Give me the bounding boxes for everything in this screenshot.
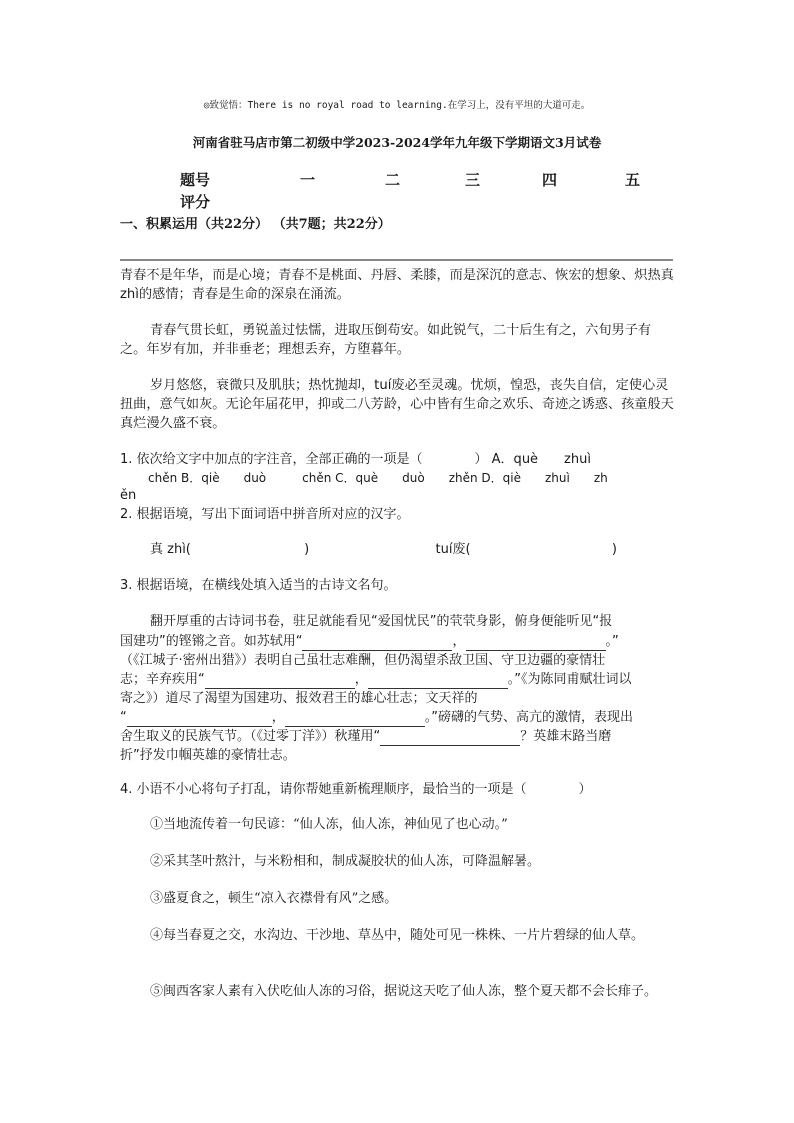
q3-blank-7[interactable] <box>380 731 520 746</box>
q3-line-6 <box>120 708 680 727</box>
score-col-5: 五 <box>625 171 641 189</box>
q2-blank-b-close: ) <box>611 542 617 557</box>
score-col-3: 三 <box>465 171 481 189</box>
q3-l6-text: “ <box>120 710 127 725</box>
question-3: 3. 根据语境，在横线处填入适当的古诗文名句。 <box>120 578 397 593</box>
q3-l2-text: 国建功”的铿锵之音。如苏轼用“ <box>120 634 303 649</box>
q3-l6-end: 。”磅礴的气势、高亢的激情，表现出 <box>424 710 634 725</box>
q3-line-2 <box>120 632 680 651</box>
q3-blank-1[interactable] <box>302 636 452 651</box>
passage-paragraph-1: 青春不是年华，而是心境；青春不是桃面、丹唇、柔膝，而是深沉的意志、恢宏的想象、炽热真 zhì的感情；青春是生命的深泉在涌流。 <box>120 268 674 302</box>
divider <box>120 259 673 261</box>
question-1-tail: ěn <box>120 488 137 503</box>
q4-item-5: ⑤闽西客家人素有入伏吃仙人冻的习俗，据说这天吃了仙人冻，整个夏天都不会长痱子。 <box>150 984 658 999</box>
exam-title: 河南省驻马店市第二初级中学2023-2024学年九年级下学期语文3月试卷 <box>192 135 602 150</box>
q4-item-3: ③盛夏食之，顿生“凉入衣襟骨有风”之感。 <box>150 891 398 906</box>
q3-l7-end: ？英雄末路当磨 <box>520 729 612 744</box>
q3-l7-text: 舍生取义的民族气节。（《过零丁洋》）秋瑾用“ <box>120 729 381 744</box>
q4-item-2: ②采其茎叶熬汁，与米粉相和，制成凝胶状的仙人冻，可降温解暑。 <box>150 854 541 869</box>
q4-item-4: ④每当春夏之交，水沟边、干沙地、草丛中，随处可见一株株、一片片碧绿的仙人草。 <box>150 928 645 943</box>
q2-blank-a-close: ) <box>304 542 310 557</box>
score-col-1: 一 <box>300 171 316 189</box>
score-row-label-2: 评分 <box>180 193 211 211</box>
q3-blank-2[interactable] <box>466 636 606 651</box>
q3-line-8: 折”抒发巾帼英雄的豪情壮志。 <box>120 748 296 763</box>
q3-line-4 <box>120 670 680 689</box>
question-1: 1. 依次给文字中加点的字注音，全部正确的一项是（ ） A．què zhuì <box>120 452 591 467</box>
q3-blank-4[interactable] <box>368 674 508 689</box>
q3-l4-text: 志；辛弃疾用“ <box>120 672 205 687</box>
q2-blank-a-label: 真 zhì( <box>150 542 191 557</box>
passage-paragraph-2: 青春气贯长虹，勇锐盖过怯懦，进取压倒苟安。如此锐气，二十后生有之，六旬男子有之。年岁有加，并非垂老；理想丢弃，方堕暮年。 <box>120 323 652 357</box>
q3-l2-sep: ， <box>452 634 466 649</box>
q3-blank-5[interactable] <box>127 712 272 727</box>
score-table-header-row <box>180 169 650 189</box>
q3-blank-3[interactable] <box>205 674 355 689</box>
q2-blank-b-label: tuí废( <box>435 542 471 557</box>
question-1-options: chěn B．qiè duò chěn C．què duò zhěn D．qiè zhuì zh <box>148 471 608 485</box>
q3-blank-6[interactable] <box>285 712 425 727</box>
q3-line-3: （《江城子·密州出猎》）表明自己虽壮志难酬，但仍渴望杀敌卫国、守卫边疆的豪情壮 <box>120 653 606 668</box>
q3-l4-sep: ， <box>354 672 368 687</box>
question-2-blanks <box>150 540 630 559</box>
score-col-2: 二 <box>385 171 401 189</box>
motto: ◎致觉悟：There is no royal road to learning.在学习上，没有平坦的大道可走。 <box>203 100 591 111</box>
q4-item-1: ①当地流传着一句民谚：“仙人冻，仙人冻，神仙见了也心动。” <box>150 817 508 832</box>
q3-line-1: 翻开厚重的古诗词书卷，驻足就能看见“爱国忧民”的茕茕身影，俯身便能听见“报 <box>150 614 613 629</box>
q3-line-5: 寄之》）道尽了渴望为国建功、报效君王的雄心壮志；文天祥的 <box>120 691 478 706</box>
question-4: 4. 小语不小心将句子打乱，请你帮她重新梳理顺序，最恰当的一项是（ ） <box>120 782 592 797</box>
q3-l4-end: 。”《为陈同甫赋壮词以 <box>507 672 632 687</box>
score-row-label: 题号 <box>180 171 211 189</box>
question-2: 2. 根据语境，写出下面词语中拼音所对应的汉字。 <box>120 507 410 522</box>
q3-line-7 <box>120 727 680 746</box>
score-col-4: 四 <box>542 171 558 189</box>
passage-paragraph-3: 岁月悠悠，衰微只及肌肤；热忱抛却，tuí废必至灵魂。忧烦，惶恐，丧失自信，定使心灵扭曲，意气如灰。无论年届花甲，抑或二八芳龄，心中皆有生命之欢乐、奇迹之诱惑、孩童般天真烂漫久盛不衰。 <box>120 378 674 431</box>
q3-l2-end: 。” <box>605 634 619 649</box>
section-heading: 一、积累运用（共22分） （共7题；共22分） <box>120 217 391 232</box>
q3-l6-sep: ， <box>271 710 285 725</box>
